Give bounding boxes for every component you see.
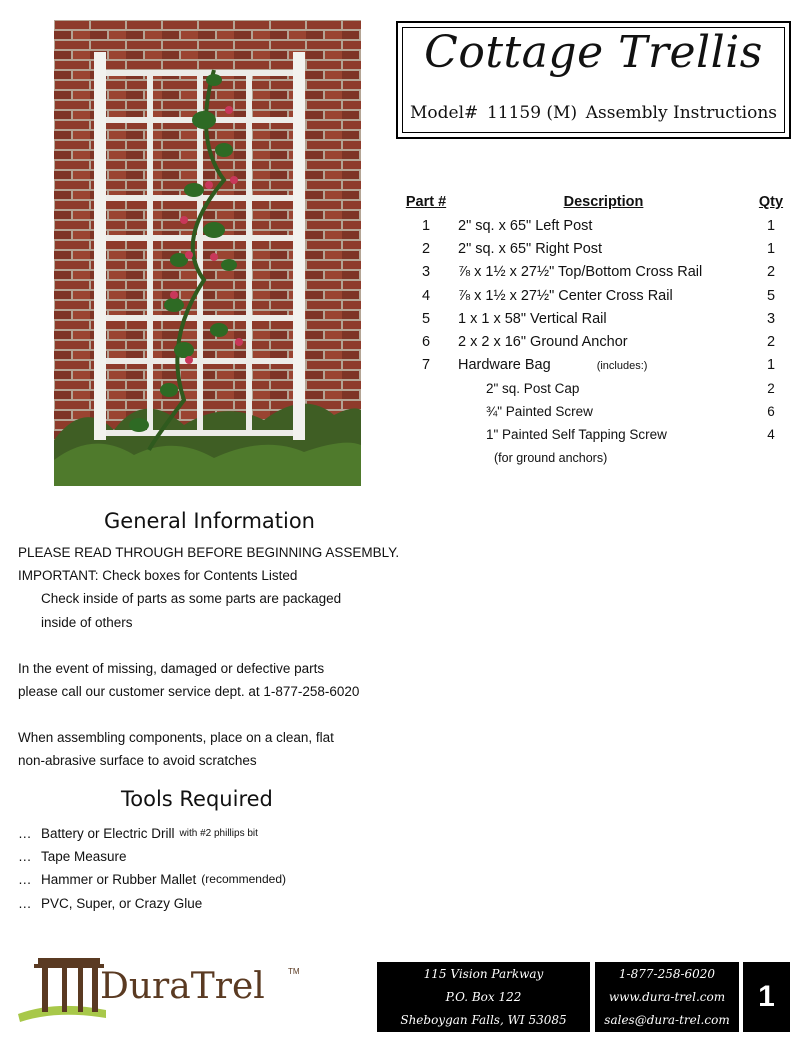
- footer-address: [377, 962, 590, 1032]
- part-description: [456, 261, 751, 284]
- tool-item: [18, 892, 286, 915]
- tool-note: with #2 phillips bit: [179, 828, 258, 839]
- document-title: Cottage Trellis: [424, 27, 763, 78]
- parts-header-row: [396, 192, 791, 214]
- sub-description: 2" sq. Post Cap: [486, 381, 580, 397]
- general-line-4: inside of others: [41, 614, 133, 630]
- sub-qty: 2: [767, 381, 775, 397]
- address-line-1: 115 Vision Parkway: [423, 967, 544, 981]
- address-line-2: P.O. Box 122: [445, 990, 522, 1004]
- parts-body: [396, 214, 791, 469]
- tool-label: Battery or Electric Drill: [41, 826, 175, 841]
- sub-blank: [396, 377, 456, 400]
- part-description-text: 1 x 1 x 58" Vertical Rail: [458, 310, 607, 327]
- sub-qty: 6: [767, 404, 775, 420]
- tool-item: [18, 868, 286, 891]
- tools-heading: Tools Required: [121, 787, 273, 811]
- doc-type: Assembly Instructions: [585, 103, 777, 123]
- sub-blank: [396, 400, 456, 423]
- sub-qty: 4: [767, 427, 775, 443]
- duratrel-logo: [16, 952, 306, 1024]
- parts-row: [396, 354, 791, 377]
- part-number: 4: [421, 287, 431, 304]
- parts-row: [396, 330, 791, 353]
- general-line-7: When assembling components, place on a clean, flat: [18, 730, 334, 746]
- footnote-blank: [751, 446, 791, 469]
- part-qty: 2: [766, 264, 776, 281]
- tool-label: Tape Measure: [41, 849, 127, 865]
- part-number: 5: [421, 310, 431, 327]
- general-line-6: please call our customer service dept. at 1-877-258-6020: [18, 684, 360, 700]
- part-number: 7: [421, 357, 431, 374]
- tool-note: (recommended): [201, 872, 286, 887]
- part-qty: 5: [766, 287, 776, 304]
- footer-contact: [595, 962, 739, 1032]
- part-description-text: Hardware Bag: [458, 357, 551, 374]
- hardware-sub-row: [396, 377, 791, 400]
- part-qty: 2: [766, 334, 776, 351]
- spacer: [18, 634, 399, 657]
- spacer: [18, 703, 399, 726]
- header-qty: Qty: [758, 194, 784, 210]
- page-number: 1: [743, 962, 790, 1032]
- part-description-text: ⅞ x 1½ x 27½" Top/Bottom Cross Rail: [458, 264, 703, 281]
- address-line-3: Sheboygan Falls, WI 53085: [400, 1013, 567, 1027]
- footnote-blank: [396, 446, 456, 469]
- bullet-ellipsis: …: [18, 826, 32, 841]
- tools-list: [18, 822, 286, 915]
- general-line-1: PLEASE READ THROUGH BEFORE BEGINNING ASSEMBLY.: [18, 545, 400, 560]
- general-line-2: IMPORTANT: Check boxes for Contents Listed: [18, 568, 298, 584]
- logo-tm: TM: [288, 967, 300, 976]
- parts-row: [396, 237, 791, 260]
- website-link[interactable]: www.dura-trel.com: [608, 990, 726, 1004]
- hardware-sub-row: [396, 423, 791, 446]
- part-description: [456, 237, 751, 260]
- part-description: [456, 307, 751, 330]
- parts-row: [396, 261, 791, 284]
- tool-label: Hammer or Rubber Mallet: [41, 872, 197, 888]
- bullet-ellipsis: …: [18, 872, 32, 888]
- part-description: [456, 214, 751, 237]
- parts-list: [396, 192, 791, 469]
- sub-blank: [396, 423, 456, 446]
- part-qty: 1: [766, 240, 776, 257]
- bullet-ellipsis: …: [18, 895, 32, 911]
- part-description: [456, 354, 751, 377]
- title-box: [396, 21, 791, 139]
- general-line-3: Check inside of parts as some parts are packaged: [41, 591, 342, 607]
- ground-anchor-footnote: (for ground anchors): [494, 450, 608, 465]
- part-qty: 1: [766, 217, 776, 234]
- header-part-number: Part #: [405, 194, 447, 210]
- part-number: 6: [421, 334, 431, 351]
- part-number: 1: [421, 217, 431, 234]
- general-line-5: In the event of missing, damaged or defective parts: [18, 660, 325, 676]
- footnote-row: [396, 446, 791, 469]
- phone-number: 1-877-258-6020: [618, 967, 716, 981]
- general-info-text: [18, 541, 399, 773]
- general-line-8: non-abrasive surface to avoid scratches: [18, 753, 257, 769]
- sub-description: ¾" Painted Screw: [486, 404, 593, 420]
- header-description: Description: [563, 194, 644, 210]
- sub-description: 1" Painted Self Tapping Screw: [486, 427, 667, 443]
- part-qty: 1: [766, 357, 776, 374]
- hardware-sub-row: [396, 400, 791, 423]
- part-description-text: 2" sq. x 65" Right Post: [458, 240, 603, 257]
- bullet-ellipsis: …: [18, 849, 32, 865]
- part-number: 3: [421, 264, 431, 281]
- tool-item: [18, 845, 286, 868]
- logo-text: DuraTrel: [100, 966, 265, 1007]
- parts-row: [396, 284, 791, 307]
- parts-table: [396, 192, 791, 469]
- model-line: [410, 103, 777, 123]
- parts-row: [396, 307, 791, 330]
- email-link[interactable]: sales@dura-trel.com: [604, 1013, 730, 1027]
- trellis-photo: [54, 20, 361, 486]
- part-number: 2: [421, 240, 431, 257]
- general-info-heading: General Information: [104, 509, 315, 533]
- part-description: [456, 330, 751, 353]
- part-description-text: 2 x 2 x 16" Ground Anchor: [458, 334, 628, 351]
- tool-item: [18, 822, 286, 845]
- part-description-text: ⅞ x 1½ x 27½" Center Cross Rail: [458, 287, 673, 304]
- part-note: (includes:): [596, 360, 648, 373]
- parts-row: [396, 214, 791, 237]
- part-description: [456, 284, 751, 307]
- model-label: Model#: [410, 103, 479, 123]
- part-qty: 3: [766, 310, 776, 327]
- model-number: 11159 (M): [486, 103, 578, 123]
- tool-label: PVC, Super, or Crazy Glue: [41, 895, 203, 911]
- part-description-text: 2" sq. x 65" Left Post: [458, 217, 593, 234]
